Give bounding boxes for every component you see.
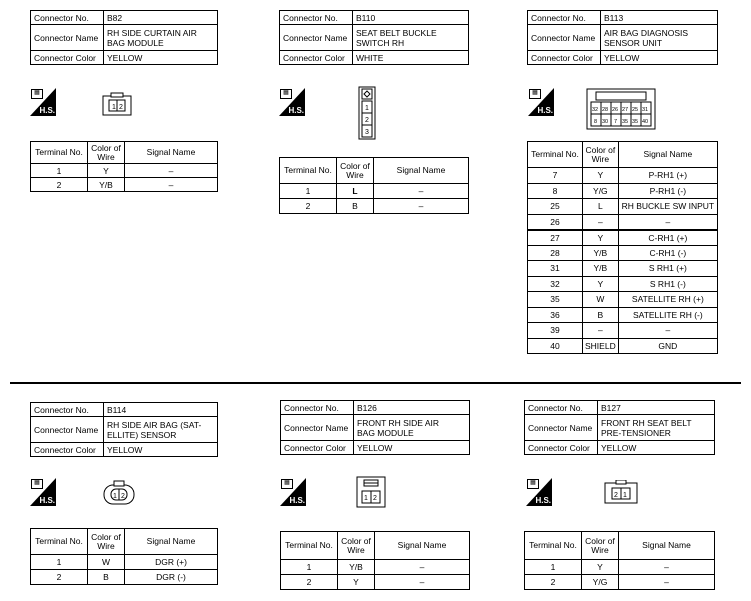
connector-face-icon	[358, 86, 376, 140]
table	[527, 10, 718, 65]
table	[30, 528, 218, 585]
table-cell: B	[337, 199, 374, 214]
table-cell: WHITE	[353, 51, 469, 65]
table-cell: SATELLITE RH (+)	[618, 292, 717, 308]
table-cell: FRONT RH SEAT BELT PRE-TENSIONER	[598, 415, 715, 441]
table-cell: B114	[104, 403, 218, 417]
pin-label: 2	[119, 104, 123, 111]
color-of-wire-header: Color of Wire	[88, 142, 125, 164]
table-row	[525, 441, 715, 455]
table-cell: DGR (-)	[125, 570, 218, 585]
table-cell: 40	[528, 338, 583, 354]
table-cell: 7	[528, 168, 583, 184]
table-cell: B113	[601, 11, 718, 25]
table-cell: Connector Color	[280, 51, 353, 65]
table-row	[525, 401, 715, 415]
pin-label: 2	[365, 117, 369, 124]
pin-label: 8	[594, 119, 598, 125]
table-cell: Connector Name	[280, 25, 353, 51]
table-cell: Y	[583, 276, 619, 292]
table-cell: –	[619, 560, 715, 575]
table	[527, 141, 718, 354]
table-row	[528, 11, 718, 25]
table-cell: –	[374, 199, 469, 214]
pin-label: 30	[602, 119, 609, 125]
table-cell: YELLOW	[354, 441, 470, 455]
table-header: Terminal No.	[525, 532, 582, 560]
table-row	[31, 51, 218, 65]
table-row	[280, 158, 469, 184]
pin-label: 26	[612, 107, 619, 113]
table-cell: –	[375, 560, 470, 575]
table-row	[280, 11, 469, 25]
pin-label: 1	[112, 104, 116, 111]
pin-label: 3	[365, 129, 369, 136]
table-cell: Y/G	[582, 575, 619, 590]
table-cell: 1	[525, 560, 582, 575]
table-row	[528, 323, 718, 339]
table-cell: B127	[598, 401, 715, 415]
table-row	[528, 338, 718, 354]
table-cell: 39	[528, 323, 583, 339]
connector-b127	[524, 400, 715, 455]
table	[30, 402, 218, 457]
table-cell: DGR (+)	[125, 555, 218, 570]
connector-face-icon	[102, 480, 136, 506]
table-cell: Connector No.	[31, 403, 104, 417]
table-row	[280, 199, 469, 214]
table	[30, 141, 218, 192]
table-cell: Connector No.	[281, 401, 354, 415]
table-row	[528, 199, 718, 215]
table-cell: Connector Color	[528, 51, 601, 65]
table-cell: 2	[31, 570, 88, 585]
pin-label: 1	[365, 105, 369, 112]
table-row	[528, 214, 718, 230]
table-cell: GND	[618, 338, 717, 354]
terminal-table-b113	[527, 141, 718, 354]
harness-side-icon: ▦ H.S.	[279, 88, 305, 116]
table	[279, 157, 469, 214]
table-row	[31, 403, 218, 417]
terminal-table-b82	[30, 141, 218, 192]
table-cell: Y	[88, 164, 125, 178]
table-cell: –	[125, 178, 218, 192]
table-cell: –	[619, 575, 715, 590]
table	[524, 531, 715, 590]
table-cell: Y	[582, 560, 619, 575]
table-row	[528, 307, 718, 323]
connector-b113	[527, 10, 718, 65]
signal-name-header: Signal Name	[125, 142, 218, 164]
table-cell: Y	[583, 230, 619, 246]
table-cell: YELLOW	[601, 51, 718, 65]
table-row	[281, 415, 470, 441]
table-row	[31, 25, 218, 51]
connector-face-icon	[102, 92, 132, 116]
connector-b126	[280, 400, 470, 455]
table-row	[528, 142, 718, 168]
pin-label: 35	[632, 119, 639, 125]
table-row	[525, 415, 715, 441]
table-cell: Connector Name	[525, 415, 598, 441]
table-cell: Connector Name	[281, 415, 354, 441]
table-cell: YELLOW	[598, 441, 715, 455]
table-cell: 1	[31, 164, 88, 178]
connector-b110	[279, 10, 469, 65]
table-row	[528, 292, 718, 308]
terminal-table-b110	[279, 157, 469, 214]
connector-no-value: B82	[104, 11, 218, 25]
table-cell: B	[88, 570, 125, 585]
table-row	[280, 51, 469, 65]
table-cell: P-RH1 (+)	[618, 168, 717, 184]
table-row	[31, 178, 218, 192]
table-header: Terminal No.	[528, 142, 583, 168]
terminal-no-header: Terminal No.	[31, 142, 88, 164]
connector-face-icon	[356, 476, 386, 508]
harness-side-icon: ▦ H.S.	[526, 478, 552, 506]
pin-label: 25	[632, 107, 639, 113]
table-cell: B110	[353, 11, 469, 25]
table-row	[528, 261, 718, 277]
table-row	[528, 245, 718, 261]
table-row	[280, 184, 469, 199]
table-row	[528, 276, 718, 292]
table-cell: 36	[528, 307, 583, 323]
table-header: Color of Wire	[337, 158, 374, 184]
table-cell: FRONT RH SIDE AIR BAG MODULE	[354, 415, 470, 441]
table-cell: W	[88, 555, 125, 570]
table-cell: 32	[528, 276, 583, 292]
table-row	[525, 575, 715, 590]
table-header: Color of Wire	[88, 529, 125, 555]
pin-label: 35	[622, 119, 629, 125]
table-cell: –	[618, 323, 717, 339]
table-header: Terminal No.	[31, 529, 88, 555]
table-cell: –	[583, 323, 619, 339]
table-row	[528, 230, 718, 246]
table-cell: –	[618, 214, 717, 230]
section-divider	[10, 382, 741, 384]
harness-side-icon: ▦ H.S.	[30, 88, 56, 116]
table-header: Color of Wire	[338, 532, 375, 560]
table-cell: Connector Color	[525, 441, 598, 455]
terminal-table-b114	[30, 528, 218, 585]
table-row	[528, 168, 718, 184]
pin-label: 31	[642, 107, 649, 113]
pin-label: 27	[622, 107, 629, 113]
pin-label: 7	[614, 119, 618, 125]
table-cell: YELLOW	[104, 443, 218, 457]
table-cell: SEAT BELT BUCKLE SWITCH RH	[353, 25, 469, 51]
table-row	[31, 164, 218, 178]
pin-label: 2	[121, 493, 125, 500]
table-cell: Y/G	[583, 183, 619, 199]
table-row	[528, 183, 718, 199]
connector-name-value: RH SIDE CURTAIN AIR BAG MODULE	[104, 25, 218, 51]
table-cell: 2	[280, 199, 337, 214]
table-cell: 1	[281, 560, 338, 575]
table-cell: 35	[528, 292, 583, 308]
table-cell: 31	[528, 261, 583, 277]
table-cell: P-RH1 (-)	[618, 183, 717, 199]
table-header: Terminal No.	[281, 532, 338, 560]
connector-color-label: Connector Color	[31, 51, 104, 65]
table-cell: –	[125, 164, 218, 178]
table-cell: 27	[528, 230, 583, 246]
table-row	[528, 25, 718, 51]
harness-side-icon: ▦ H.S.	[30, 478, 56, 506]
table-cell: Y/B	[338, 560, 375, 575]
table-cell: Y/B	[583, 245, 619, 261]
table-row	[525, 532, 715, 560]
table-cell: B	[583, 307, 619, 323]
table-cell: B126	[354, 401, 470, 415]
table-cell: Connector Color	[281, 441, 354, 455]
table	[279, 10, 469, 65]
pin-label: 2	[614, 492, 618, 499]
table-cell: RH BUCKLE SW INPUT	[618, 199, 717, 215]
terminal-table-b126	[280, 531, 470, 590]
table-cell: Connector Name	[528, 25, 601, 51]
connector-b82	[30, 10, 218, 65]
pin-label: 2	[373, 495, 377, 502]
table-cell: C-RH1 (+)	[618, 230, 717, 246]
table-row	[31, 570, 218, 585]
table-header: Terminal No.	[280, 158, 337, 184]
connector-no-label: Connector No.	[31, 11, 104, 25]
pin-label: 1	[113, 493, 117, 500]
table-cell: W	[583, 292, 619, 308]
table-row	[281, 532, 470, 560]
table-cell: 26	[528, 214, 583, 230]
table-cell: –	[374, 184, 469, 199]
table-cell: L	[583, 199, 619, 215]
table-cell: RH SIDE AIR BAG (SAT- ELLITE) SENSOR	[104, 417, 218, 443]
table-header: Signal Name	[618, 142, 717, 168]
table-cell: –	[583, 214, 619, 230]
table-cell: L	[337, 184, 374, 199]
table-header: Color of Wire	[582, 532, 619, 560]
table-cell: AIR BAG DIAGNOSIS SENSOR UNIT	[601, 25, 718, 51]
table-header: Signal Name	[125, 529, 218, 555]
table-row	[31, 555, 218, 570]
table-header: Color of Wire	[583, 142, 619, 168]
table-cell: 2	[31, 178, 88, 192]
connector-info-table	[30, 10, 218, 65]
table-row	[31, 142, 218, 164]
connector-b114	[30, 402, 218, 457]
pin-label: 1	[623, 492, 627, 499]
table-cell: 2	[281, 575, 338, 590]
table-row	[31, 417, 218, 443]
harness-side-icon: ▦ H.S.	[528, 88, 554, 116]
table-cell: 2	[525, 575, 582, 590]
pin-label: 28	[602, 107, 609, 113]
table-cell: Y	[338, 575, 375, 590]
connector-face-icon	[604, 480, 638, 504]
table-cell: S RH1 (+)	[618, 261, 717, 277]
table-cell: Y/B	[583, 261, 619, 277]
table-row	[281, 401, 470, 415]
table-cell: Y/B	[88, 178, 125, 192]
harness-side-icon: ▦ H.S.	[280, 478, 306, 506]
table-header: Signal Name	[619, 532, 715, 560]
table-row	[528, 51, 718, 65]
table	[280, 531, 470, 590]
table-row	[31, 11, 218, 25]
table-cell: 1	[31, 555, 88, 570]
table-row	[31, 443, 218, 457]
table-cell: Connector No.	[528, 11, 601, 25]
table-row	[281, 441, 470, 455]
table-row	[525, 560, 715, 575]
table-row	[31, 529, 218, 555]
table-cell: Connector Name	[31, 417, 104, 443]
connector-color-value: YELLOW	[104, 51, 218, 65]
table-cell: 8	[528, 183, 583, 199]
table-cell: Connector No.	[525, 401, 598, 415]
table-cell: 25	[528, 199, 583, 215]
terminal-table-b127	[524, 531, 715, 590]
table-cell: –	[375, 575, 470, 590]
table-cell: Y	[583, 168, 619, 184]
connector-name-label: Connector Name	[31, 25, 104, 51]
table-cell: SATELLITE RH (-)	[618, 307, 717, 323]
table-row	[281, 560, 470, 575]
table-cell: S RH1 (-)	[618, 276, 717, 292]
table-cell: SHIELD	[583, 338, 619, 354]
table-cell: Connector Color	[31, 443, 104, 457]
pin-label: 40	[642, 119, 649, 125]
table-header: Signal Name	[374, 158, 469, 184]
table-header: Signal Name	[375, 532, 470, 560]
table-row	[280, 25, 469, 51]
table	[280, 400, 470, 455]
table-cell: Connector No.	[280, 11, 353, 25]
pin-label: 1	[364, 495, 368, 502]
table-cell: 28	[528, 245, 583, 261]
table	[524, 400, 715, 455]
table-cell: 1	[280, 184, 337, 199]
table-row	[281, 575, 470, 590]
connector-face-icon	[586, 88, 656, 130]
pin-label: 32	[592, 107, 599, 113]
table-cell: C-RH1 (-)	[618, 245, 717, 261]
